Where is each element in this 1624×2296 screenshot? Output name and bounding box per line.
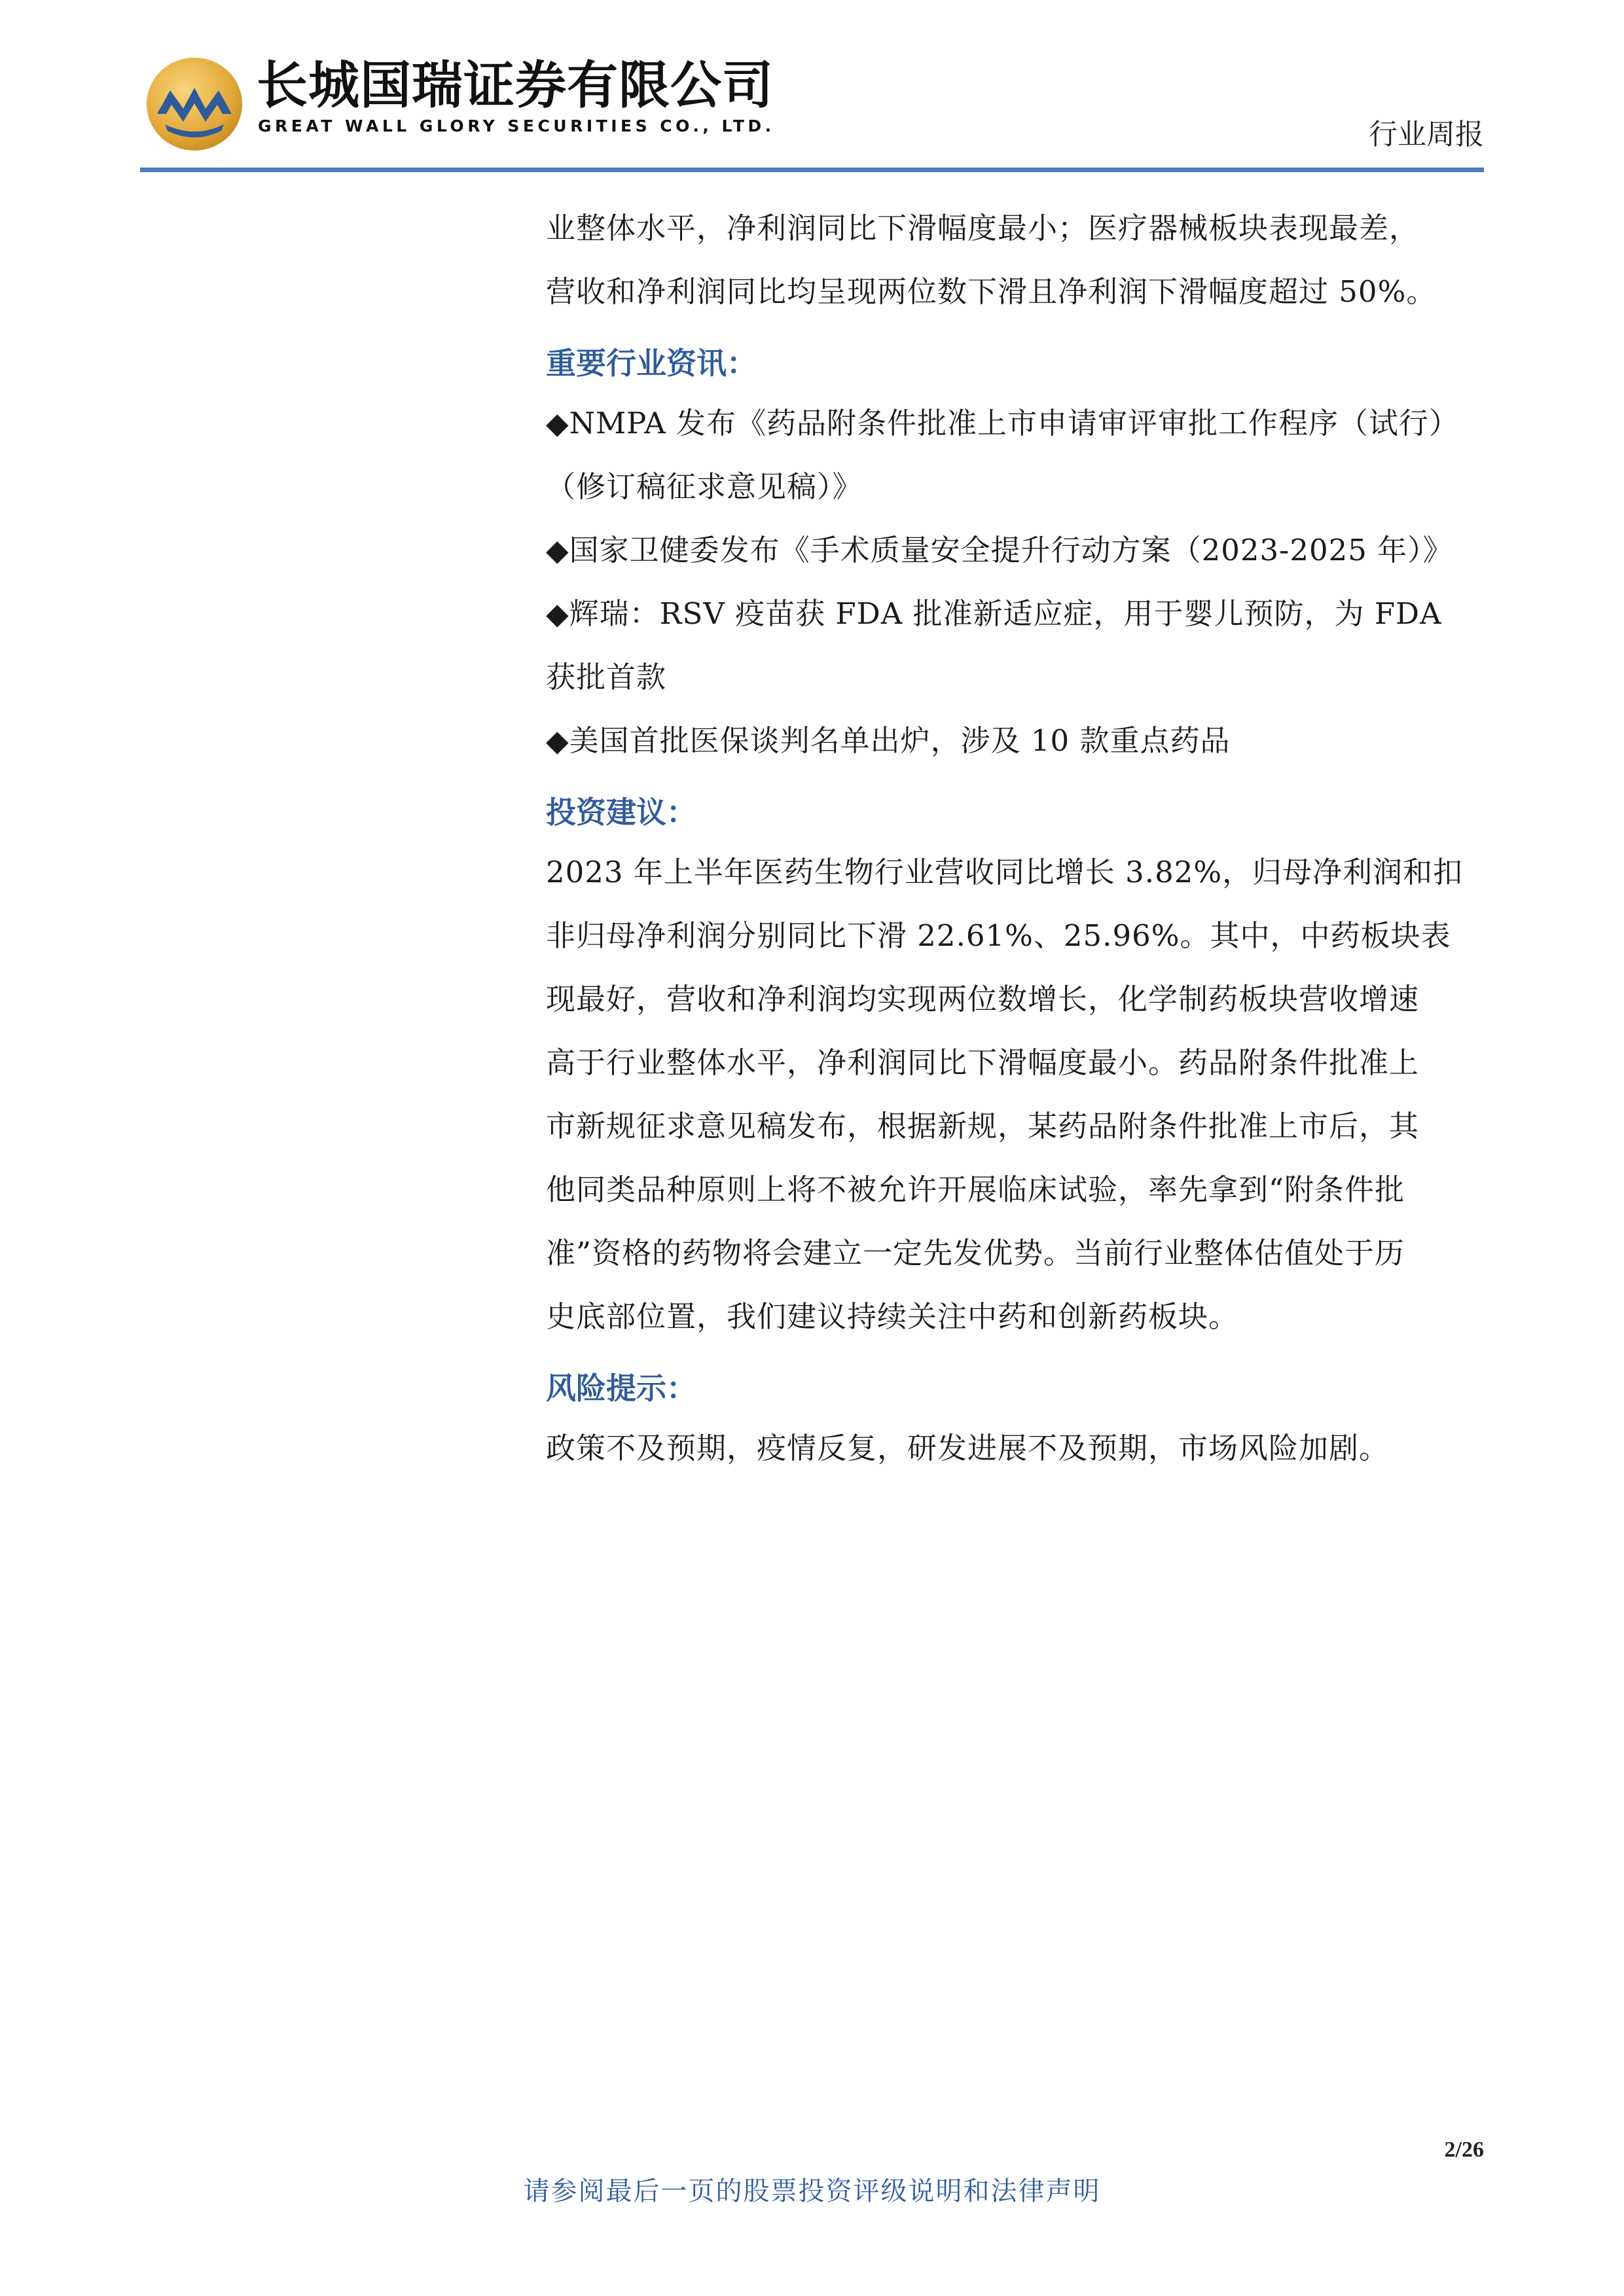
invest-line-1: 2023 年上半年医药生物行业营收同比增长 3.82%，归母净利润和扣 <box>546 855 1464 889</box>
intro-line-2: 营收和净利润同比均呈现两位数下滑且净利润下滑幅度超过 50%。 <box>546 274 1437 309</box>
news-item-1-line-2: （修订稿征求意见稿）》 <box>546 469 863 504</box>
news-item-3-line-2: 获批首款 <box>546 660 667 694</box>
page-number: 2/26 <box>1444 2138 1484 2162</box>
header-divider <box>140 168 1484 172</box>
news-item-2: ◆国家卫健委发布《手术质量安全提升行动方案（2023-2025 年）》 <box>546 533 1453 567</box>
news-heading: 重要行业资讯： <box>546 346 757 381</box>
company-logo-icon <box>145 56 244 152</box>
invest-heading: 投资建议： <box>546 795 696 830</box>
report-type-label: 行业周报 <box>1369 118 1484 151</box>
footer-disclaimer: 请参阅最后一页的股票投资评级说明和法律声明 <box>523 2176 1101 2206</box>
company-name-en: GREAT WALL GLORY SECURITIES CO., LTD. <box>258 117 775 135</box>
news-item-3-line-1: ◆辉瑞：RSV 疫苗获 FDA 批准新适应症，用于婴儿预防，为 FDA <box>546 596 1442 631</box>
risk-heading: 风险提示： <box>546 1371 696 1406</box>
invest-line-4: 高于行业整体水平，净利润同比下滑幅度最小。药品附条件批准上 <box>546 1045 1420 1080</box>
company-name-cn: 长城国瑞证券有限公司 <box>257 56 774 115</box>
risk-line: 政策不及预期，疫情反复，研发进展不及预期，市场风险加剧。 <box>546 1431 1390 1465</box>
invest-line-7: 准”资格的药物将会建立一定先发优势。当前行业整体估值处于历 <box>546 1236 1405 1270</box>
invest-line-5: 市新规征求意见稿发布，根据新规，某药品附条件批准上市后，其 <box>546 1109 1420 1143</box>
invest-line-6: 他同类品种原则上将不被允许开展临床试验，率先拿到“附条件批 <box>546 1172 1405 1207</box>
news-item-1-line-1: ◆NMPA 发布《药品附条件批准上市申请审评审批工作程序（试行） <box>546 406 1460 440</box>
invest-line-8: 史底部位置，我们建议持续关注中药和创新药板块。 <box>546 1299 1239 1334</box>
invest-line-3: 现最好，营收和净利润均实现两位数增长，化学制药板块营收增速 <box>546 982 1420 1016</box>
invest-line-2: 非归母净利润分别同比下滑 22.61%、25.96%。其中，中药板块表 <box>546 918 1451 953</box>
report-body <box>546 196 1489 1480</box>
news-item-4: ◆美国首批医保谈判名单出炉，涉及 10 款重点药品 <box>546 723 1231 758</box>
intro-line-1: 业整体水平，净利润同比下滑幅度最小；医疗器械板块表现最差， <box>546 211 1420 245</box>
